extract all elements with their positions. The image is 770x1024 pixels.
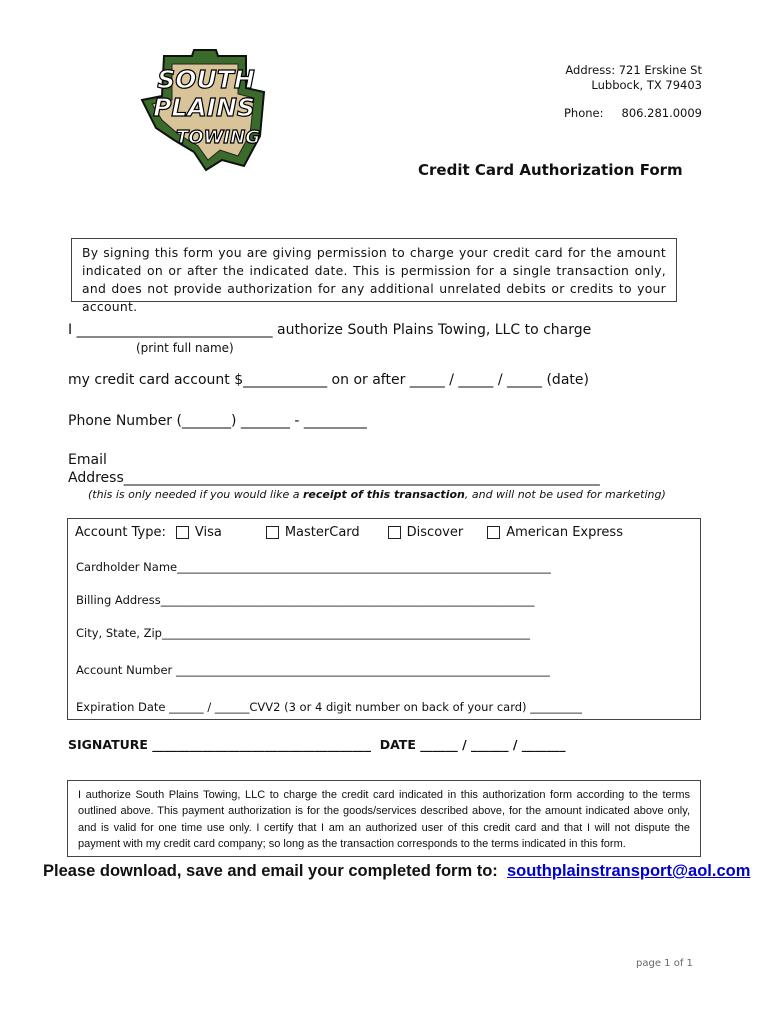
intro-notice: By signing this form you are giving permission to charge your credit card for the amount indicated on or after the indicated date. This is permission for a single transaction only, and does not provide authorization for any additional unrelated debits or credits to your account. (71, 238, 677, 302)
receipt-note: (this is only needed if you would like a receipt of this transaction, and will not be used for marketing) (88, 488, 666, 501)
logo-word-south: SOUTH (157, 65, 255, 94)
phone-label: Phone: (564, 106, 604, 120)
option-american-express[interactable]: American Express (487, 525, 623, 540)
discover-checkbox[interactable] (388, 526, 401, 539)
submission-email-link[interactable]: southplainstransport@aol.com (506, 862, 751, 880)
mastercard-checkbox[interactable] (266, 526, 279, 539)
address-line-1: Address: 721 Erskine St (565, 63, 702, 77)
option-mastercard[interactable]: MasterCard (266, 525, 360, 540)
account-type-row (75, 525, 623, 540)
page-number: page 1 of 1 (636, 958, 693, 969)
email-label: Email (68, 452, 107, 468)
print-name-hint: (print full name) (136, 341, 234, 355)
authorization-statement: I authorize South Plains Towing, LLC to charge the credit card indicated in this authorization form according to the terms outlined above. This payment authorization is for the goods/services described above, for the amount indicated above only, and is valid for one time use only. I certify that I am an authorized user of this credit card and that I will not dispute the payment with my credit card company; so long as the transaction corresponds to the terms indicated in this form. (67, 780, 701, 857)
option-visa[interactable]: Visa (176, 525, 222, 540)
form-title: Credit Card Authorization Form (418, 161, 683, 179)
city-state-zip-field[interactable]: City, State, Zip________________________________________________________________ (76, 626, 530, 640)
option-discover[interactable]: Discover (388, 525, 464, 540)
phone-number-line[interactable]: Phone Number (_______) _______ - _________ (68, 413, 367, 429)
card-details-box (67, 518, 701, 720)
logo-word-plains: PLAINS (153, 93, 255, 122)
company-address (520, 63, 702, 93)
account-type-label: Account Type: (75, 525, 166, 540)
receipt-note-emphasis: receipt of this transaction (303, 488, 465, 501)
billing-address-field[interactable]: Billing Address_________________________________________________________________ (76, 593, 535, 607)
account-number-field[interactable]: Account Number _________________________________________________________________ (76, 663, 550, 677)
amount-date-line[interactable]: my credit card account $____________ on or after _____ / _____ / _____ (date) (68, 372, 589, 388)
email-address-line[interactable]: Address____________________________________________________________________ (68, 470, 600, 486)
expiration-cvv-field[interactable]: Expiration Date ______ / ______CVV2 (3 or 4 digit number on back of your card) _________ (76, 700, 582, 714)
company-phone (520, 106, 702, 120)
phone-value: 806.281.0009 (621, 106, 702, 120)
logo-word-towing: TOWING (176, 127, 260, 148)
cardholder-name-field[interactable]: Cardholder Name_________________________________________________________________ (76, 560, 551, 574)
address-line-2: Lubbock, TX 79403 (591, 78, 702, 92)
authorize-line[interactable]: I ____________________________ authorize South Plains Towing, LLC to charge (68, 322, 592, 338)
visa-checkbox[interactable] (176, 526, 189, 539)
signature-date-line[interactable]: SIGNATURE ___________________________________ DATE ______ / ______ / _______ (68, 737, 566, 752)
amex-checkbox[interactable] (487, 526, 500, 539)
submission-instructions: Please download, save and email your completed form to: southplainstransport@aol.com (43, 862, 751, 880)
south-plains-towing-logo (134, 48, 274, 173)
